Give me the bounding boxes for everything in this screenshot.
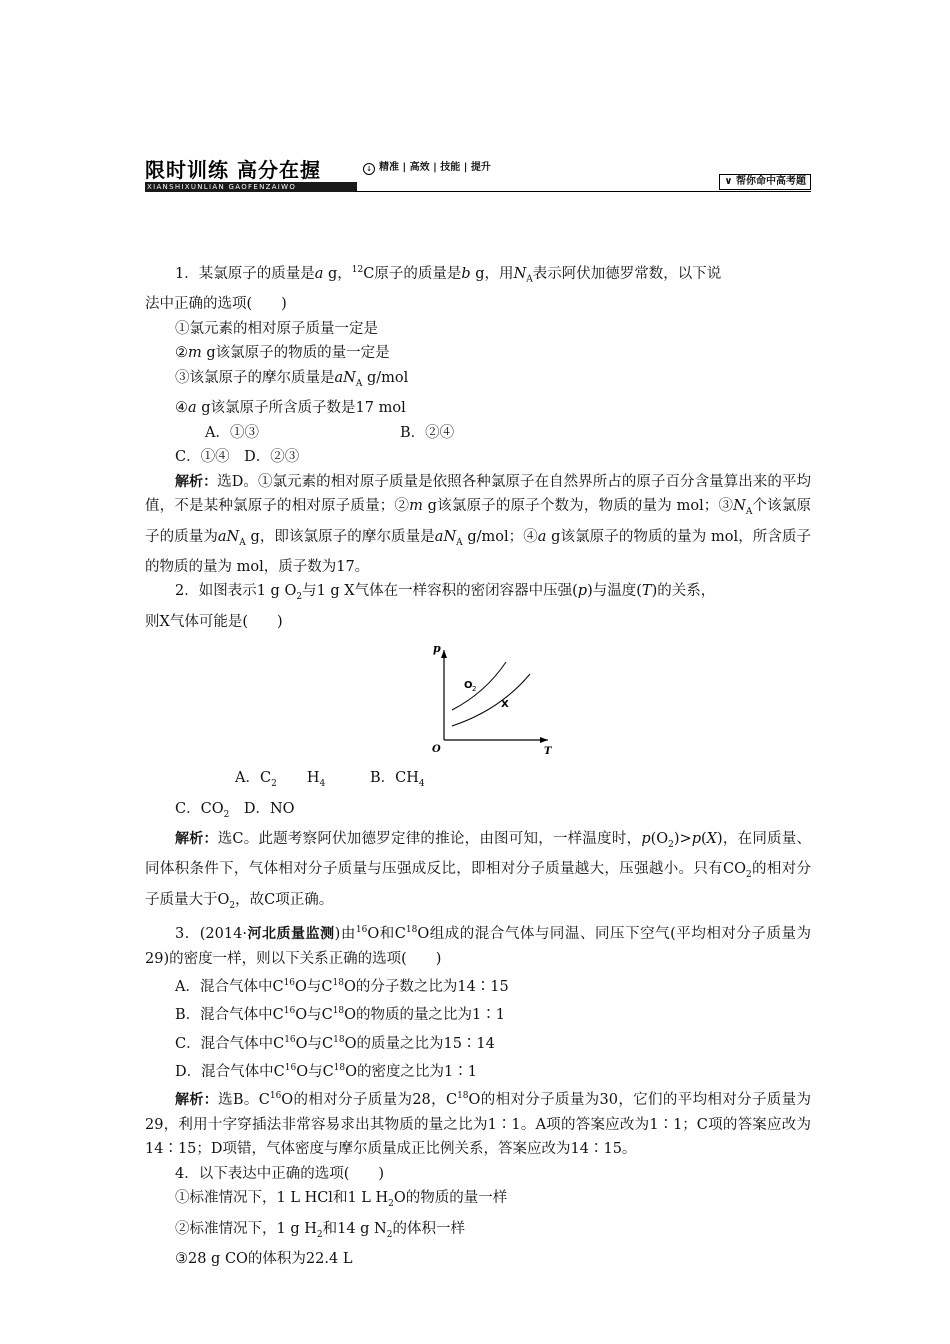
chevron-down-icon: ∨: [724, 176, 736, 187]
o2-label: O: [464, 680, 473, 692]
q2-options-ab: [145, 766, 811, 796]
q1-stem-line2: 法中正确的选项( ): [145, 296, 287, 313]
q2-analysis: 解析：选C。此题考察阿伏加德罗定律的推论，由图可知，一样温度时，$p(O_2)>p(X)$，在同质量、同体积条件下，气体相对分子质量与压强成反比，即相对分子质量越大，压强越小。只有$CO_2$的相对分子质量大于$O_2$，故C项正确。: [145, 831, 812, 911]
q2-stem: 2．如图表示1 g $O_2$与1 g X气体在一样容积的密闭容器中压强(p)与温度(T)的关系，: [175, 583, 716, 603]
q2-options-cd: C．$CO_2$ D．NO: [175, 800, 295, 820]
tags-text: 精准 | 高效 | 技能 | 提升: [379, 162, 491, 173]
q1-options-cd: C．①④ D．②③: [175, 449, 300, 466]
q2-option-b: B．$CH_4$: [370, 770, 425, 790]
y-axis-arrow: [441, 650, 447, 658]
o2-subscript: 2: [472, 685, 477, 694]
section-badge: [719, 174, 811, 190]
section-tags: [363, 158, 491, 175]
q1-statement-4: ④a g该氯原子所含质子数是17 mol: [175, 400, 406, 417]
q4-statement-2: ②标准情况下，1 g $H_2$和14 g $N_2$的体积一样: [175, 1220, 465, 1240]
q2-stem-line2: 则X气体可能是( ): [145, 613, 283, 630]
q1-statement-2: ②m g该氯原子的物质的量一定是: [175, 345, 390, 362]
q4-statement-3: ③28 g CO的体积为22.4 L: [175, 1250, 353, 1267]
x-label: X: [501, 699, 509, 711]
q1-stem: 1．某氯原子的质量是a g，$^{12}$C原子的质量是b g，用$N_A$表示阿伏加德罗常数，以下说: [175, 265, 722, 285]
q1-options-ab: [145, 421, 811, 446]
section-header: [145, 154, 811, 194]
q3-option-a: A．混合气体中$C^{16}O$与$C^{18}O$的分子数之比为14∶15: [175, 978, 509, 995]
q4-statement-1: ①标准情况下，1 L HCl和1 L $H_2O$的物质的量一样: [175, 1190, 508, 1210]
origin-label: O: [432, 744, 441, 756]
q1-option-a: A．①③: [205, 424, 259, 441]
q3-option-b: B．混合气体中$C^{16}O$与$C^{18}O$的物质的量之比为1∶1: [175, 1006, 505, 1024]
q1-statement-1: ①氯元素的相对原子质量一定是: [175, 320, 378, 337]
badge-text: 帮你命中高考题: [736, 176, 806, 187]
q3-stem: 3．(2014·河北质量监测)由$^{16}$O和$C^{18}O$组成的混合气体与同温、同压下空气(平均相对分子质量为29)的密度一样，则以下关系正确的选项( ): [145, 925, 812, 967]
header-rule: [355, 191, 811, 192]
q4-stem: 4．以下表达中正确的选项( ): [175, 1165, 385, 1182]
document-body: [145, 258, 811, 1271]
section-title: 限时训练 高分在握: [145, 158, 321, 182]
q1-statement-3: ③该氯原子的摩尔质量是$aN_A$ g/mol: [175, 369, 409, 389]
x-axis-arrow: [540, 737, 548, 743]
q1-analysis: 解析：选D。①氯元素的相对原子质量是依照各种氯原子在自然界所占的原子百分含量算出来的平均值，不是某种氯原子的相对原子质量；②m g该氯原子的原子个数为，物质的量为 mol；$③N_A$个该氯原子的质量为$aN_A$ g，即该氯原子的摩尔质量是$aN_A$ g/mol；④a g该氯原子的物质的量为 mol，所含质子的物质的量为 mol，质子数为17。: [145, 473, 812, 575]
q3-option-c: C．混合气体中$C^{16}O$与$C^{18}O$的质量之比为15∶14: [175, 1034, 495, 1052]
download-icon: ↓: [363, 163, 375, 175]
q3-analysis: 解析：选B。$C^{16}O$的相对分子质量为28，$C^{18}O$的相对分子质量为30，它们的平均相对分子质量为29，利用十字穿插法非常容易求出其物质的量之比为1∶1。A项的答案应改为1∶1；C项的答案应改为14∶15；D项错，气体密度与摩尔质量成正比例关系，答案应改为14∶15。: [145, 1091, 812, 1158]
t-axis-label: T: [544, 746, 552, 757]
p-axis-label: p: [433, 642, 441, 656]
pressure-temperature-graph: [430, 638, 560, 756]
q2-option-a: A．$C_2$ $H_4$: [235, 770, 326, 790]
q1-option-b: B．②④: [400, 424, 455, 441]
section-pinyin: XIANSHIXUNLIAN GAOFENZAIWO: [145, 182, 357, 192]
q3-option-d: D．混合气体中$C^{16}O$与$C^{18}O$的密度之比为1∶1: [175, 1063, 477, 1080]
